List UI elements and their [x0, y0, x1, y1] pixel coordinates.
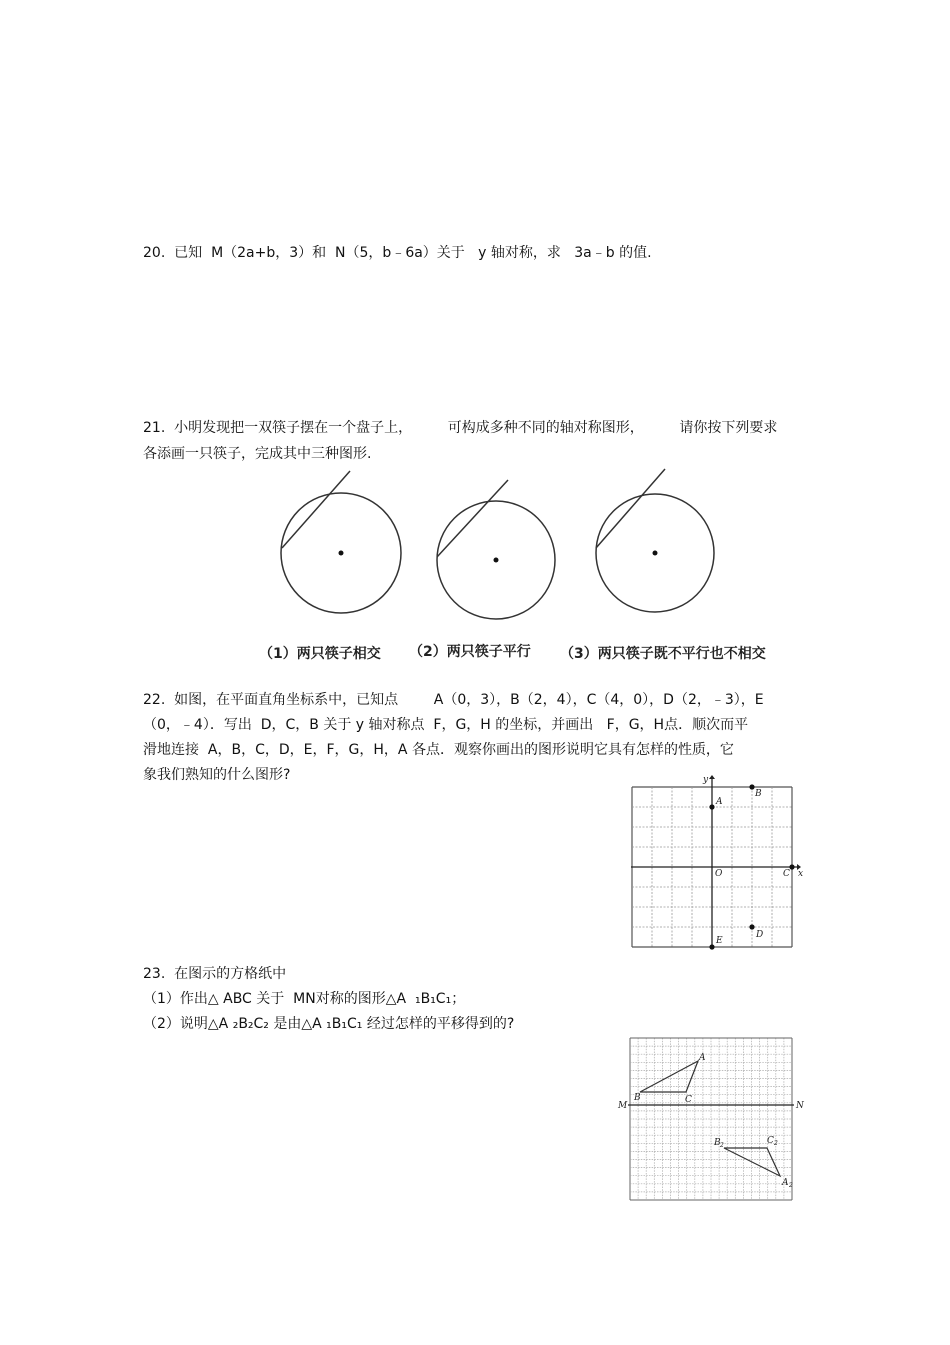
q23-line3: （2）说明△A ₂B₂C₂ 是由△A ₁B₁C₁ 经过怎样的平移得到的?: [143, 1016, 515, 1032]
point-e-label: E: [716, 936, 723, 946]
q20-text: 20. 已知 M（2a+b，3）和 N（5，b﹣6a）关于 y 轴对称，求 3a﹣b 的值.: [143, 245, 652, 261]
label-m: M: [618, 1101, 628, 1111]
caption-3: （3）两只筷子既不平行也不相交: [560, 646, 766, 662]
point-c-label: C: [783, 869, 790, 879]
caption-2: （2）两只筷子平行: [409, 644, 531, 660]
label-b2: B: [714, 1138, 721, 1148]
point-c: [789, 864, 794, 869]
point-a: [709, 804, 714, 809]
origin-label: O: [715, 869, 723, 879]
q22-coordinate-grid: [620, 775, 820, 955]
plate-1-center: [339, 551, 344, 556]
chopstick-2: [437, 480, 508, 557]
x-axis-label: x: [798, 869, 804, 879]
chopstick-3: [596, 469, 665, 548]
y-axis-label: y: [703, 775, 709, 785]
q21-figure: [0, 460, 950, 680]
label-a2: A: [782, 1178, 789, 1188]
q22-line1: 22. 如图，在平面直角坐标系中，已知点 A（0，3），B（2，4），C（4，0），D（2，﹣3），E: [143, 692, 764, 708]
q22-line2: （0，﹣4）．写出 D，C，B 关于 y 轴对称点 F，G，H 的坐标，并画出 F，G，H点．顺次而平: [143, 717, 749, 733]
triangle-abc: [640, 1061, 698, 1092]
caption-1: （1）两只筷子相交: [259, 646, 381, 662]
label-b2-sub: 2: [720, 1142, 724, 1149]
plate-3-center: [653, 551, 658, 556]
label-b: B: [634, 1093, 641, 1103]
triangle-a2b2c2: [724, 1148, 780, 1176]
y-axis-arrow: [709, 775, 715, 779]
label-c2-sub: 2: [774, 1140, 778, 1147]
q22-line4: 象我们熟知的什么图形?: [143, 767, 291, 783]
q23-grid-figure: [612, 1030, 812, 1210]
point-d-label: D: [756, 930, 764, 940]
label-c2: C: [767, 1136, 774, 1146]
label-c: C: [685, 1095, 692, 1105]
point-b: [749, 784, 754, 789]
point-d: [749, 924, 754, 929]
label-a: A: [699, 1053, 706, 1063]
chopstick-1: [282, 471, 350, 548]
q21-line1: 21. 小明发现把一双筷子摆在一个盘子上， 可构成多种不同的轴对称图形， 请你按下列要求: [143, 420, 778, 436]
plate-2-center: [494, 558, 499, 563]
q21-line2: 各添画一只筷子，完成其中三种图形.: [143, 446, 372, 462]
point-b-label: B: [755, 789, 762, 799]
q23-line1: 23. 在图示的方格纸中: [143, 966, 287, 982]
q22-line3: 滑地连接 A，B，C，D，E，F，G，H，A 各点．观察你画出的图形说明它具有怎样的性质，它: [143, 742, 734, 758]
label-n: N: [796, 1101, 804, 1111]
point-e: [709, 944, 714, 949]
label-a2-sub: 2: [789, 1182, 793, 1189]
q23-line2: （1）作出△ ABC 关于 MN对称的图形△A ₁B₁C₁；: [143, 991, 466, 1007]
point-a-label: A: [716, 797, 723, 807]
